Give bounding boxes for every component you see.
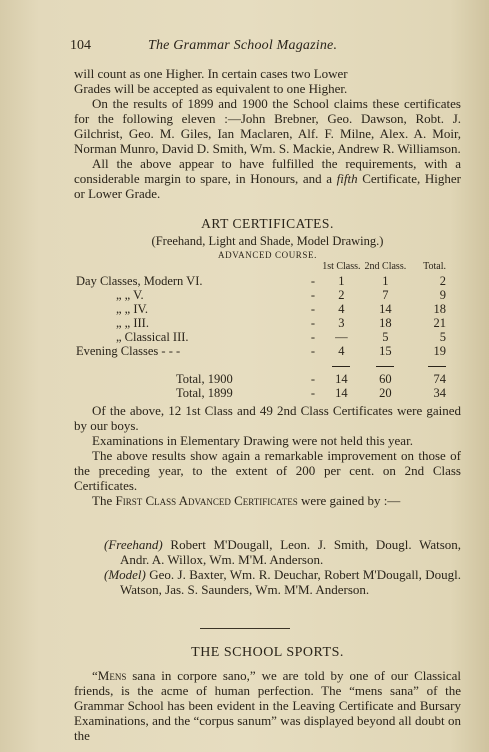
total-count: 74 (433, 372, 446, 386)
model-label: (Model) (104, 567, 146, 582)
para3-text-a: All the above appear to have fulfilled the requirements, with a considerable margin to spare, in Honours, and a (74, 156, 461, 186)
art-certificates-heading: ART CERTIFICATES. (201, 216, 334, 231)
advanced-course-label: ADVANCED COURSE. (218, 250, 317, 260)
row-label: „ „ IV. (116, 302, 149, 316)
second-class-count: 18 (379, 316, 392, 330)
total-count: 5 (439, 330, 446, 344)
open-quote: “ (92, 668, 98, 683)
row-dash: - (310, 330, 316, 344)
total-count: 2 (439, 274, 446, 288)
first-class-count: 14 (335, 372, 348, 386)
table-rule-row (76, 358, 446, 372)
para4-small-caps: First Class Advanced Certificates (115, 493, 298, 508)
running-title: The Grammar School Magazine. (148, 38, 338, 53)
table-row (76, 288, 446, 302)
model-names: Geo. J. Baxter, Wm. R. Deuchar, Robert M'Dougall, Dougl. Watson, Jas. S. Saunders, Wm. M'M. Anderson. (120, 567, 462, 597)
section-divider (200, 628, 290, 629)
row-dash: - (310, 386, 316, 400)
second-class-count: 5 (382, 330, 389, 344)
row-label: „ „ III. (116, 316, 149, 330)
row-label: Total, 1899 (176, 386, 233, 400)
row-dash: - (310, 288, 316, 302)
second-class-count: 7 (382, 288, 389, 302)
freehand-label: (Freehand) (104, 537, 163, 552)
freehand-entry (104, 537, 461, 567)
second-class-count: 20 (379, 386, 392, 400)
table-row (76, 330, 446, 344)
table-row (76, 302, 446, 316)
table-row (76, 274, 446, 288)
column-rule (409, 358, 446, 372)
totals-row (76, 372, 446, 386)
total-count: 9 (439, 288, 446, 302)
intro-paragraph-3 (74, 156, 461, 201)
intro-text (74, 66, 461, 201)
table-row (76, 316, 446, 330)
first-class-count: 4 (338, 302, 345, 316)
column-header: 1st Class. (322, 261, 361, 272)
first-class-count: 4 (338, 344, 345, 358)
row-dash: - (310, 344, 316, 358)
sports-text (74, 668, 461, 743)
table-header-row (76, 260, 446, 274)
freehand-winners (74, 537, 461, 597)
first-class-count: 1 (338, 274, 345, 288)
model-entry (104, 567, 461, 597)
second-class-count: 60 (379, 372, 392, 386)
column-header: Total. (423, 261, 446, 272)
freehand-names: Robert M'Dougall, Leon. J. Smith, Dougl. Watson, Andr. A. Willox, Wm. M'M. Anderson. (120, 537, 462, 567)
art-certificates-table (76, 260, 446, 400)
para3-text-b: Certificate, Higher or Lower Grade. (74, 171, 462, 201)
total-count: 21 (433, 316, 446, 330)
column-header: 2nd Class. (364, 261, 407, 272)
table-row (76, 344, 446, 358)
second-class-count: 1 (382, 274, 389, 288)
row-dash: - (310, 302, 316, 316)
intro-paragraph-2: On the results of 1899 and 1900 the School claims these certificates for the following eleven :—John Brebner, Geo. Dawson, Robt. J. Gilchrist, Geo. M. Giles, Ian Maclaren, Alf. F. Milne, Alex. A. Moir, Norman Munro, David D. Smith, Wm. S. Mackie, Andrew R. Williamson. (74, 96, 461, 156)
row-dash: - (310, 316, 316, 330)
totals-row (76, 386, 446, 400)
first-class-count: 2 (338, 288, 345, 302)
first-class-count: 14 (335, 386, 348, 400)
row-dash: - (310, 274, 316, 288)
second-class-count: 15 (379, 344, 392, 358)
intro-line-2: Grades will be accepted as equivalent to one Higher. (74, 81, 348, 96)
first-class-count: 3 (338, 316, 345, 330)
row-label: Total, 1900 (176, 372, 233, 386)
total-count: 19 (433, 344, 446, 358)
row-dash: - (310, 372, 316, 386)
art-certificates-subheading: (Freehand, Light and Shade, Model Drawing.) (151, 234, 384, 248)
results-paragraph-2: Examinations in Elementary Drawing were not held this year. (92, 433, 413, 448)
results-paragraph-1: Of the above, 12 1st Class and 49 2nd Class Certificates were gained by our boys. (74, 403, 461, 433)
para3-fifth: fifth (336, 171, 358, 186)
row-label: „ Classical III. (116, 330, 189, 344)
para4-text-a: The (92, 493, 113, 508)
sports-heading: THE SCHOOL SPORTS. (191, 645, 344, 660)
column-rule (321, 358, 363, 372)
sports-paragraph (74, 668, 461, 743)
results-paragraph-4 (74, 493, 461, 508)
total-count: 18 (433, 302, 446, 316)
second-class-count: 14 (379, 302, 392, 316)
row-label: Day Classes, Modern VI. (76, 274, 203, 288)
first-class-count: — (335, 330, 348, 344)
intro-line-1: will count as one Higher. In certain cases two Lower (74, 66, 348, 81)
sports-small-caps: Mens (97, 668, 127, 683)
row-label: Evening Classes - - - (76, 344, 181, 358)
results-paragraph-3: The above results show again a remarkable improvement on those of the preceding year, to the extent of 200 per cent. on 2nd Class Certificates. (74, 448, 461, 493)
sports-body: sana in corpore sano,” we are told by one of our Classical friends, is the acme of human perfection. The “mens sana” of the Grammar School has been evident in the Leaving Certificate and Bursary Examinations, and the “corpus sanum” was displayed beyond all doubt on the (74, 668, 462, 743)
results-text (74, 403, 461, 508)
row-label: „ „ V. (116, 288, 144, 302)
total-count: 34 (433, 386, 446, 400)
column-rule (362, 358, 409, 372)
page-number: 104 (70, 38, 91, 53)
para4-text-b: were gained by :— (301, 493, 401, 508)
